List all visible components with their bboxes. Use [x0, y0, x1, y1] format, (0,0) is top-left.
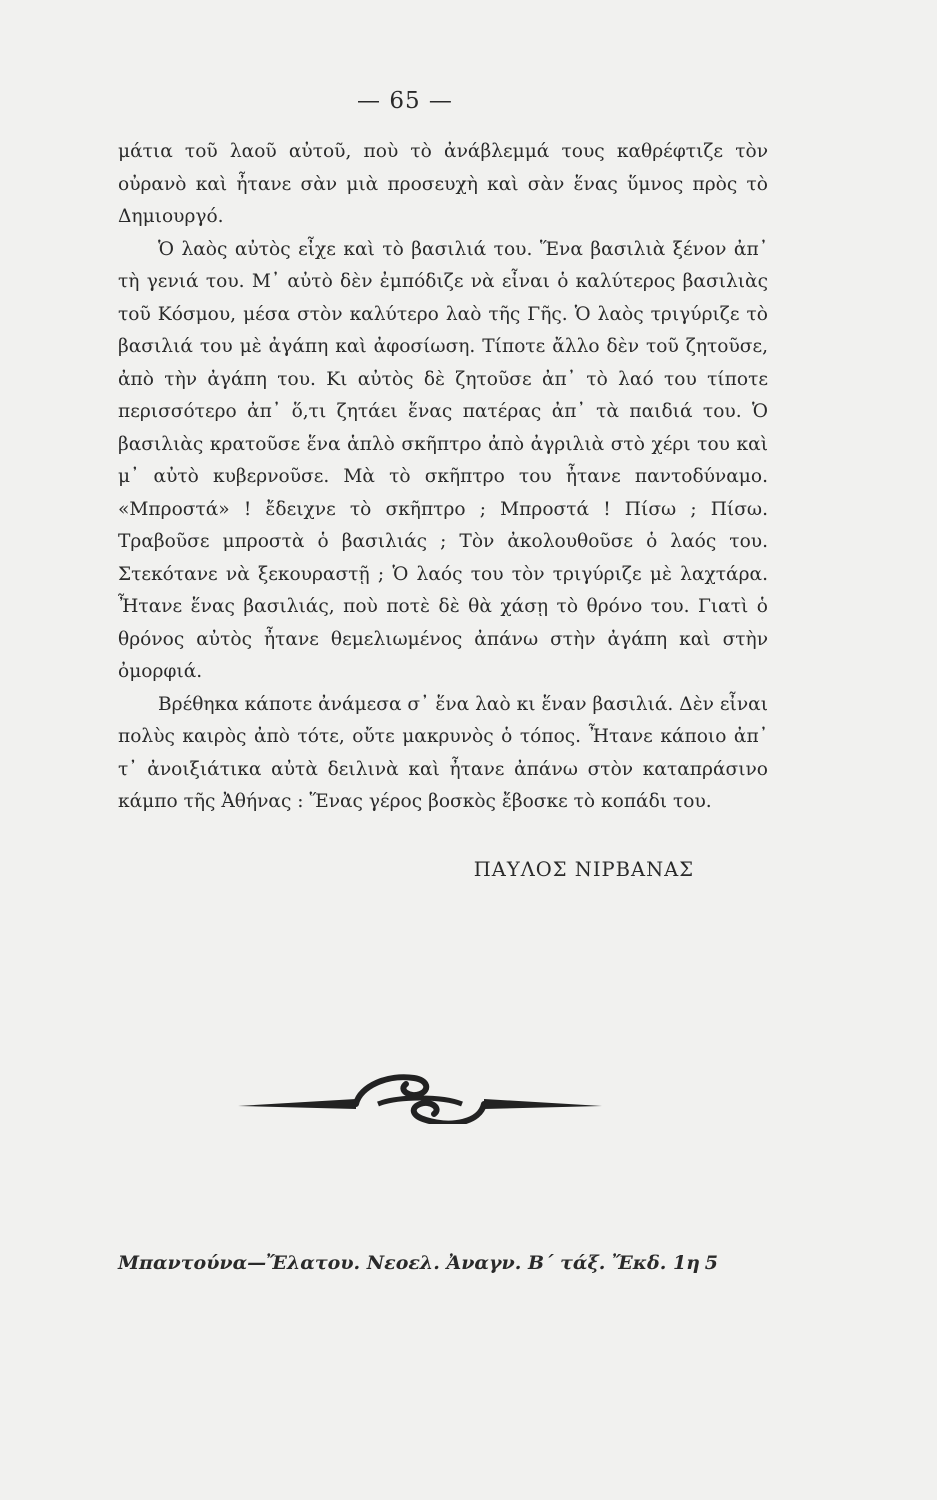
author-signature: ΠΑΥΛΟΣ ΝΙΡΒΑΝΑΣ — [473, 858, 694, 881]
paragraph-continuation: μάτια τοῦ λαοῦ αὐτοῦ, ποὺ τὸ ἀνάβλεμμά τους καθρέφτιζε τὸν οὐρανὸ καὶ ἦτανε σὰν μιὰ προσευχὴ καὶ σὰν ἕνας ὕμνος πρὸς τὸ Δημιουργό. — [118, 141, 768, 227]
art-nouveau-tailpiece-icon — [238, 1068, 602, 1124]
signature-number: 5 — [704, 1252, 718, 1274]
footer-imprint: Μπαντούνα—Ἔλατου. Νεοελ. Ἀναγν. Β΄ τάξ. Ἔκδ. 1η — [118, 1252, 700, 1274]
page-number: — 65 — — [357, 88, 453, 114]
paragraph: Βρέθηκα κάποτε ἀνάμεσα σ᾿ ἕνα λαὸ κι ἕναν βασιλιά. Δὲν εἶναι πολὺς καιρὸς ἀπὸ τότε, οὔτε μακρυνὸς ὁ τόπος. Ἦτανε κάποιο ἀπ᾿ τ᾿ ἀνοιξιάτικα αὐτὰ δειλινὰ καὶ ἦτανε ἀπάνω στὸν καταπράσινο κάμπο τῆς Ἀθήνας : Ἕνας γέρος βοσκὸς ἔβοσκε τὸ κοπάδι του. — [118, 693, 768, 812]
paragraph: Ὁ λαὸς αὐτὸς εἶχε καὶ τὸ βασιλιά του. Ἕνα βασιλιὰ ξένον ἀπ᾿ τὴ γενιά του. Μ᾿ αὐτὸ δὲν ἐμπόδιζε νὰ εἶναι ὁ καλύτερος βασιλιὰς τοῦ Κόσμου, μέσα στὸν καλύτερο λαὸ τῆς Γῆς. Ὁ λαὸς τριγύριζε τὸ βασιλιά του μὲ ἀγάπη καὶ ἀφοσίωση. Τίποτε ἄλλο δὲν τοῦ ζητοῦσε, ἀπὸ τὴν ἀγάπη του. Κι αὐτὸς δὲ ζητοῦσε ἀπ᾿ τὸ λαό του τίποτε περισσότερο ἀπ᾿ ὅ,τι ζητάει ἕνας πατέρας ἀπ᾿ τὰ παιδιά του. Ὁ βασιλιὰς κρατοῦσε ἕνα ἁπλὸ σκῆπτρο ἀπὸ ἀγριλιὰ στὸ χέρι του καὶ μ᾿ αὐτὸ κυβερνοῦσε. Μὰ τὸ σκῆπτρο του ἦτανε παντοδύναμο. «Μπροστά» ! ἔδειχνε τὸ σκῆπτρο ; Μπροστά ! Πίσω ; Πίσω. Τραβοῦσε μπροστὰ ὁ βασιλιάς ; Τὸν ἀκολουθοῦσε ὁ λαός του. Στεκότανε νὰ ξεκουραστῇ ; Ὁ λαός του τὸν τριγύριζε μὲ λαχτάρα. Ἦτανε ἕνας βασιλιάς, ποὺ ποτὲ δὲ θὰ χάσῃ τὸ θρόνο του. Γιατὶ ὁ θρόνος αὐτὸς ἦτανε θεμελιωμένος ἀπάνω στὴν ἀγάπη καὶ στὴν ὀμορφιά. — [118, 238, 768, 682]
body-text — [118, 136, 768, 819]
printer-footer — [118, 1252, 718, 1274]
